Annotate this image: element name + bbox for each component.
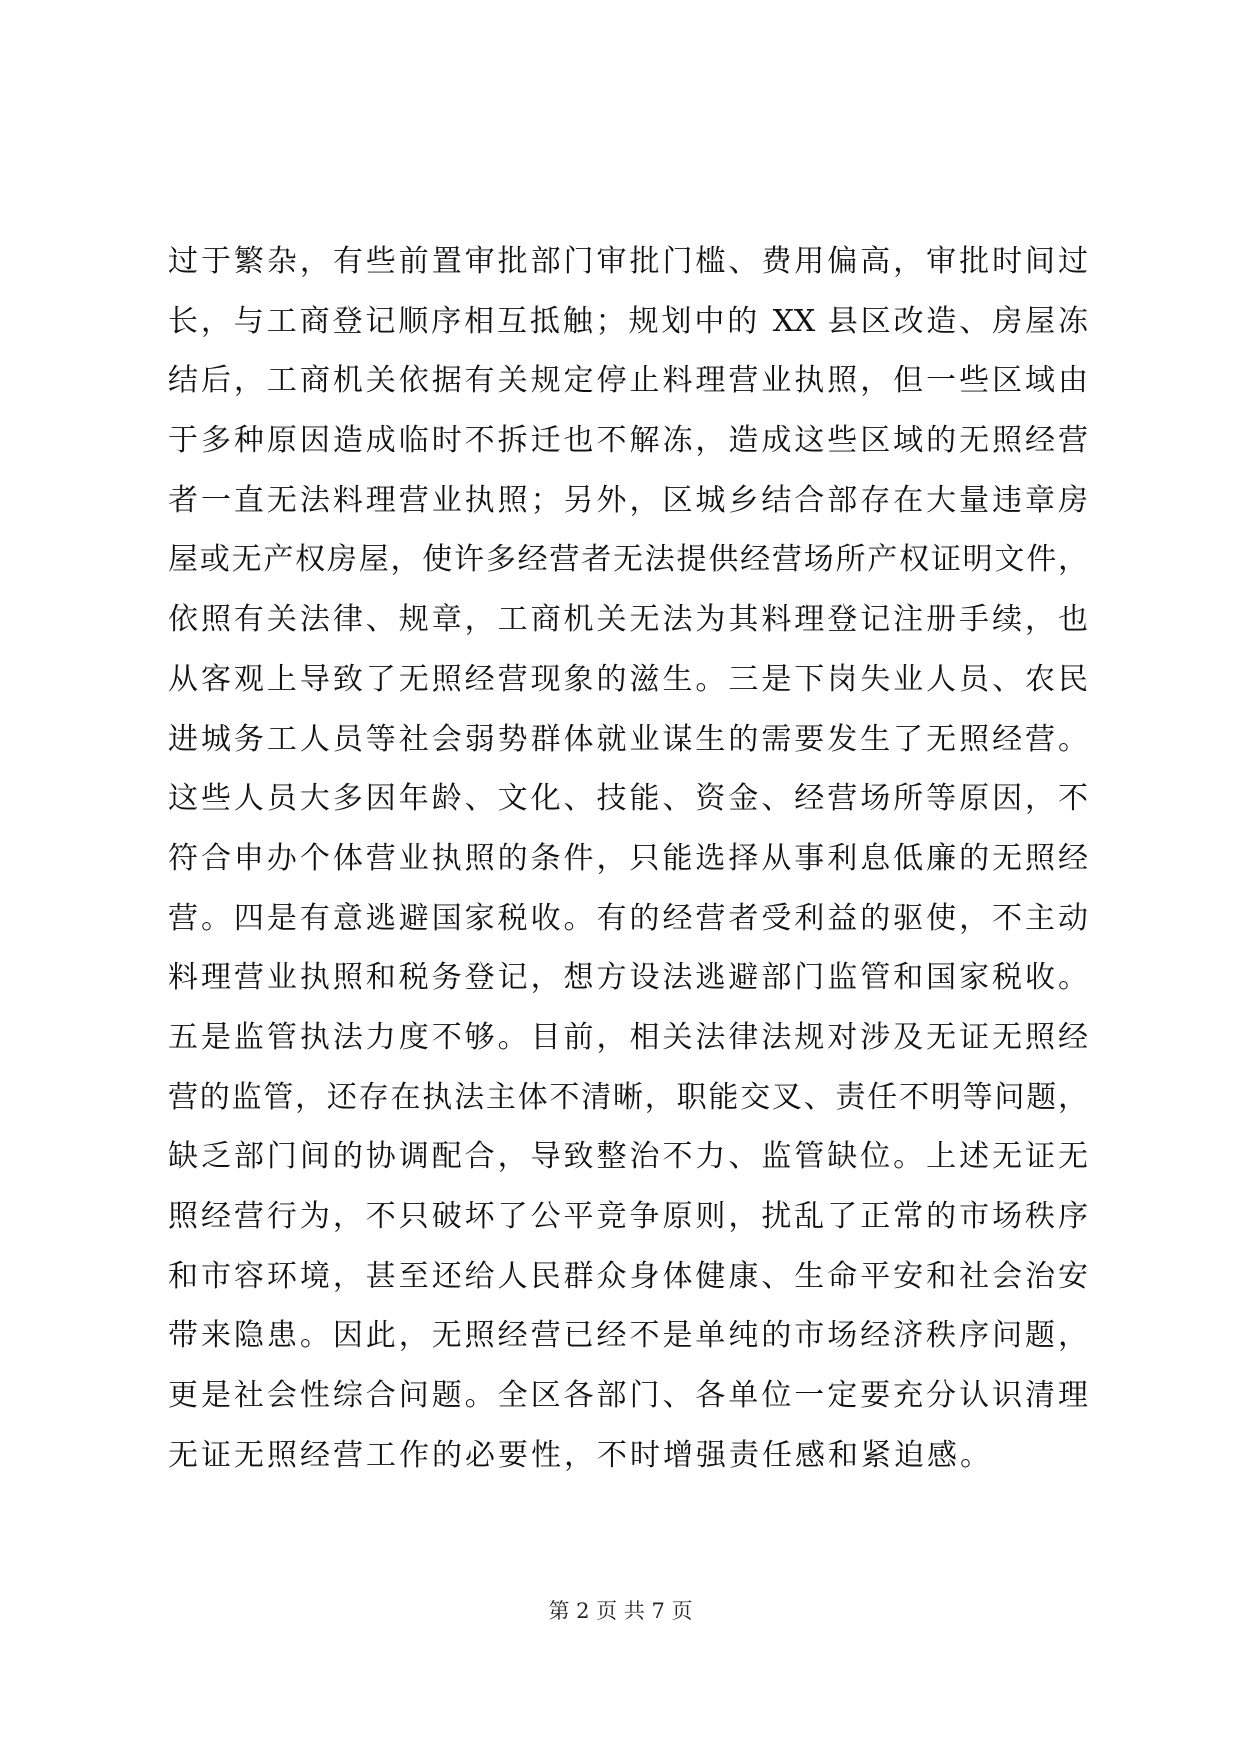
- body-line: 营。四是有意逃避国家税收。有的经营者受利益的驱使，不主动: [168, 900, 1088, 936]
- body-line-last: 无证无照经营工作的必要性，不时增强责任感和紧迫感。: [168, 1437, 993, 1473]
- body-line: 营的监管，还存在执法主体不清晰，职能交叉、责任不明等问题，: [168, 1079, 1088, 1115]
- body-line: 五是监管执法力度不够。目前，相关法律法规对涉及无证无照经: [168, 1019, 1088, 1055]
- body-line: 进城务工人员等社会弱势群体就业谋生的需要发生了无照经营。: [168, 721, 1088, 757]
- body-line: 长，与工商登记顺序相互抵触；规划中的 XX 县区改造、房屋冻: [168, 303, 1088, 339]
- body-line: 从客观上导致了无照经营现象的滋生。三是下岗失业人员、农民: [168, 661, 1088, 697]
- body-line: 缺乏部门间的协调配合，导致整治不力、监管缺位。上述无证无: [168, 1139, 1088, 1175]
- body-line: 照经营行为，不只破坏了公平竞争原则，扰乱了正常的市场秩序: [168, 1199, 1088, 1234]
- document-body: [168, 232, 1088, 1485]
- body-line: 屋或无产权房屋，使许多经营者无法提供经营场所产权证明文件，: [168, 542, 1088, 578]
- body-line: 和市容环境，甚至还给人民群众身体健康、生命平安和社会治安: [168, 1258, 1088, 1294]
- body-line: 者一直无法料理营业执照；另外，区城乡结合部存在大量违章房: [168, 482, 1088, 518]
- body-line: 过于繁杂，有些前置审批部门审批门槛、费用偏高，审批时间过: [168, 244, 1088, 279]
- body-line: 结后，工商机关依据有关规定停止料理营业执照，但一些区域由: [168, 363, 1088, 399]
- body-line: 依照有关法律、规章，工商机关无法为其料理登记注册手续，也: [168, 602, 1088, 638]
- body-line: 于多种原因造成临时不拆迁也不解冻，造成这些区域的无照经营: [168, 423, 1088, 459]
- body-line: 这些人员大多因年龄、文化、技能、资金、经营场所等原因，不: [168, 781, 1088, 817]
- body-line: 符合申办个体营业执照的条件，只能选择从事利息低廉的无照经: [168, 840, 1088, 876]
- body-line: 料理营业执照和税务登记，想方设法逃避部门监管和国家税收。: [168, 960, 1088, 996]
- body-line: 带来隐患。因此，无照经营已经不是单纯的市场经济秩序问题，: [168, 1318, 1088, 1354]
- body-line: 更是社会性综合问题。全区各部门、各单位一定要充分认识清理: [168, 1378, 1088, 1414]
- page-number-footer: 第 2 页 共 7 页: [548, 1599, 693, 1623]
